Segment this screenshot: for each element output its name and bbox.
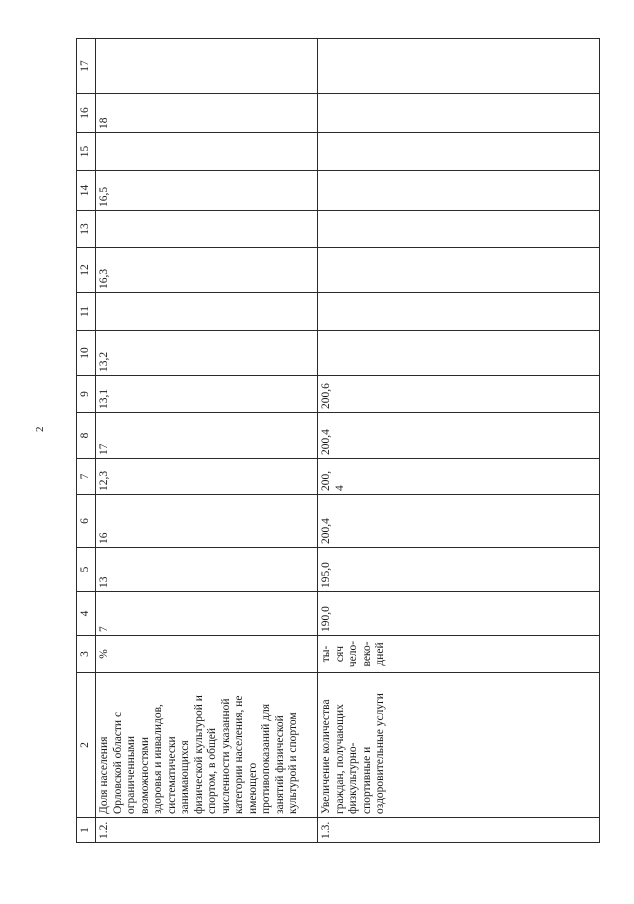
value-cell [318, 211, 600, 248]
header-cell: 4 [77, 592, 96, 636]
header-cell: 13 [77, 211, 96, 248]
rotated-table-wrapper [76, 39, 600, 843]
header-cell: 10 [77, 331, 96, 376]
header-cell: 1 [77, 818, 96, 843]
value-cell: 12,3 [96, 459, 318, 495]
value-cell: 200, 4 [318, 459, 600, 495]
table-row [318, 39, 600, 843]
indicator-table [76, 38, 600, 843]
indicator-name: Доля населения Орловской области с ограниченными возможностями здоровья и инвалидов, систематически занимающихся физической культурой и спортом, в общей численности указанной категории населения, не имеющего противопоказаний для занятий физической культурой и спортом [96, 673, 318, 818]
value-cell: 18 [96, 94, 318, 133]
value-cell: 16,3 [96, 248, 318, 293]
indicator-name: Увеличение количества граждан, получающих физкультурно- спортивные и оздоровительные услуги [318, 673, 600, 818]
value-cell: 13 [96, 548, 318, 592]
value-cell [318, 171, 600, 211]
header-cell: 7 [77, 459, 96, 495]
value-cell [96, 39, 318, 94]
value-cell [318, 133, 600, 171]
header-cell: 6 [77, 495, 96, 548]
header-cell: 17 [77, 39, 96, 94]
value-cell: 7 [96, 592, 318, 636]
table-row [96, 39, 318, 843]
value-cell [318, 331, 600, 376]
value-cell: 200,4 [318, 495, 600, 548]
header-cell: 14 [77, 171, 96, 211]
unit-cell: ты- сяч чело- веко- дней [318, 636, 600, 673]
page-number: 2 [34, 426, 46, 432]
value-cell: 13,2 [96, 331, 318, 376]
header-cell: 11 [77, 293, 96, 331]
value-cell: 195,0 [318, 548, 600, 592]
header-cell: 5 [77, 548, 96, 592]
header-cell: 3 [77, 636, 96, 673]
header-row [77, 39, 96, 843]
header-cell: 16 [77, 94, 96, 133]
row-number: 1.2. [96, 818, 318, 843]
value-cell [318, 293, 600, 331]
header-cell: 12 [77, 248, 96, 293]
value-cell: 200,4 [318, 413, 600, 459]
header-cell: 8 [77, 413, 96, 459]
value-cell [318, 39, 600, 94]
header-cell: 9 [77, 376, 96, 413]
value-cell [318, 94, 600, 133]
value-cell [96, 133, 318, 171]
value-cell: 13,1 [96, 376, 318, 413]
value-cell: 16,5 [96, 171, 318, 211]
value-cell [318, 248, 600, 293]
value-cell: 200,6 [318, 376, 600, 413]
value-cell: 190,0 [318, 592, 600, 636]
value-cell [96, 293, 318, 331]
header-cell: 15 [77, 133, 96, 171]
unit-cell: % [96, 636, 318, 673]
header-cell: 2 [77, 673, 96, 818]
value-cell: 17 [96, 413, 318, 459]
value-cell: 16 [96, 495, 318, 548]
row-number: 1.3. [318, 818, 600, 843]
value-cell [96, 211, 318, 248]
